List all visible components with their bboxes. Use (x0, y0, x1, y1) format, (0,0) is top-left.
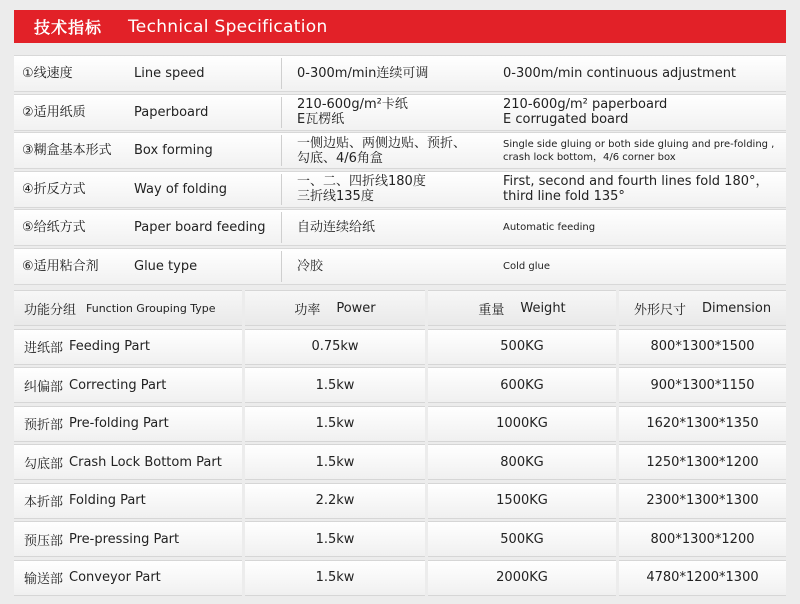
col-header-dimension: 外形尺寸 Dimension (619, 290, 786, 326)
cell-dimension: 900*1300*1150 (619, 367, 786, 403)
part-name-zh: 纠偏部 (24, 379, 64, 395)
cell-weight: 600KG (428, 367, 616, 403)
col-header-function: 功能分组 Function Grouping Type (14, 290, 242, 326)
header-banner (14, 10, 786, 43)
spec-label-en: Paper board feeding (134, 220, 266, 235)
spec-value-en-line: third line fold 135° (503, 189, 625, 204)
cell-function (14, 406, 242, 442)
spec-label-en: Line speed (134, 66, 205, 81)
spec-value-zh-line: 0-300m/min连续可调 (297, 66, 429, 81)
cell-dimension: 4780*1200*1300 (619, 560, 786, 596)
spec-value-en (503, 248, 793, 285)
part-name-zh: 输送部 (24, 572, 64, 587)
spec-value-zh-line: 一侧边贴、两侧边贴、预折、 (297, 135, 467, 151)
cell-function (14, 521, 242, 557)
table-row (14, 406, 786, 442)
header-title-en: Technical Specification (128, 16, 328, 37)
table-row (14, 521, 786, 557)
table-row (14, 444, 786, 480)
spec-divider (281, 174, 282, 205)
part-name-en: Correcting Part (69, 377, 167, 393)
cell-power: 1.5kw (245, 367, 425, 403)
spec-label-en: Way of folding (134, 181, 227, 197)
table-row (14, 329, 786, 365)
spec-value-en-line: 210-600g/m² paperboard (503, 97, 668, 112)
table-header-row (14, 290, 786, 326)
spec-divider (281, 58, 282, 89)
col-header-power: 功率 Power (245, 290, 425, 326)
table-row (14, 483, 786, 519)
cell-dimension: 800*1300*1500 (619, 329, 786, 365)
table-row (14, 367, 786, 403)
part-name-zh: 预折部 (24, 418, 64, 433)
cell-power: 1.5kw (245, 406, 425, 442)
cell-weight: 500KG (428, 521, 616, 557)
part-name-en: Pre-pressing Part (69, 531, 180, 547)
col-header-weight: 重量 Weight (428, 290, 616, 326)
spec-value-en-line: 0-300m/min continuous adjustment (503, 66, 737, 81)
spec-value-zh (297, 55, 497, 92)
cell-weight: 1000KG (428, 406, 616, 442)
spec-value-en-line: First, second and fourth lines fold 180°， (503, 174, 769, 189)
cell-dimension: 1620*1300*1350 (619, 406, 786, 442)
cell-function (14, 367, 242, 403)
part-name-en: Feeding Part (69, 339, 150, 354)
cell-function (14, 444, 242, 480)
spec-value-zh-line: 冷胶 (297, 258, 324, 274)
spec-divider (281, 135, 282, 166)
cell-dimension: 800*1300*1200 (619, 521, 786, 557)
spec-value-zh-line: 一、二、四折线180度 (297, 174, 426, 189)
spec-row (0, 248, 800, 285)
spec-value-en-line: Single side gluing or both side gluing and pre-folding , (503, 138, 775, 150)
spec-row (0, 94, 800, 131)
cell-power: 1.5kw (245, 444, 425, 480)
part-name-zh: 本折部 (24, 495, 64, 510)
part-name-zh: 勾底部 (24, 456, 64, 472)
part-name-en: Crash Lock Bottom Part (69, 454, 222, 470)
spec-row (0, 171, 800, 208)
spec-divider (281, 97, 282, 128)
cell-power: 0.75kw (245, 329, 425, 365)
spec-label-zh: ②适用纸质 (22, 104, 86, 120)
spec-value-zh (297, 209, 497, 246)
spec-value-zh-line: E瓦楞纸 (297, 112, 345, 127)
spec-value-en-line: Automatic feeding (503, 222, 596, 233)
spec-row (0, 132, 800, 169)
part-name-en: Pre-folding Part (69, 416, 169, 431)
spec-row (0, 209, 800, 246)
part-name-zh: 预压部 (24, 533, 64, 549)
spec-divider (281, 212, 282, 243)
spec-label-zh: ①线速度 (22, 66, 73, 81)
spec-value-en-line: crash lock bottom，4/6 corner box (503, 151, 676, 163)
spec-value-zh (297, 132, 497, 169)
spec-value-zh (297, 248, 497, 285)
spec-value-en (503, 171, 793, 208)
spec-value-zh-line: 勾底、4/6角盒 (297, 150, 383, 166)
spec-value-zh (297, 94, 497, 131)
spec-label-zh: ⑥适用粘合剂 (22, 258, 99, 274)
cell-dimension: 2300*1300*1300 (619, 483, 786, 519)
spec-value-zh-line: 210-600g/m²卡纸 (297, 97, 408, 112)
spec-value-en (503, 55, 793, 92)
cell-power: 2.2kw (245, 483, 425, 519)
spec-label-zh: ③糊盒基本形式 (22, 143, 112, 158)
spec-value-en (503, 132, 793, 169)
part-name-en: Conveyor Part (69, 570, 161, 585)
spec-label-zh: ④折反方式 (22, 181, 86, 197)
cell-dimension: 1250*1300*1200 (619, 444, 786, 480)
spec-value-zh-line: 自动连续给纸 (297, 220, 376, 235)
cell-weight: 500KG (428, 329, 616, 365)
spec-value-zh (297, 171, 497, 208)
spec-value-en (503, 209, 793, 246)
spec-value-en-line: E corrugated board (503, 112, 629, 127)
spec-value-en (503, 94, 793, 131)
part-name-en: Folding Part (69, 493, 146, 508)
cell-function (14, 483, 242, 519)
spec-row (0, 55, 800, 92)
spec-label-en: Paperboard (134, 104, 209, 120)
header-title-zh: 技术指标 (34, 18, 103, 37)
cell-power: 1.5kw (245, 521, 425, 557)
spec-label-en: Glue type (134, 258, 198, 274)
spec-value-en-line: Cold glue (503, 260, 551, 272)
cell-function (14, 560, 242, 596)
spec-label-en: Box forming (134, 143, 213, 158)
part-name-zh: 进纸部 (24, 341, 64, 356)
cell-weight: 2000KG (428, 560, 616, 596)
spec-value-zh-line: 三折线135度 (297, 189, 374, 204)
table-row (14, 560, 786, 596)
cell-function (14, 329, 242, 365)
cell-weight: 1500KG (428, 483, 616, 519)
spec-label-zh: ⑤给纸方式 (22, 220, 86, 235)
cell-power: 1.5kw (245, 560, 425, 596)
cell-weight: 800KG (428, 444, 616, 480)
spec-divider (281, 251, 282, 282)
